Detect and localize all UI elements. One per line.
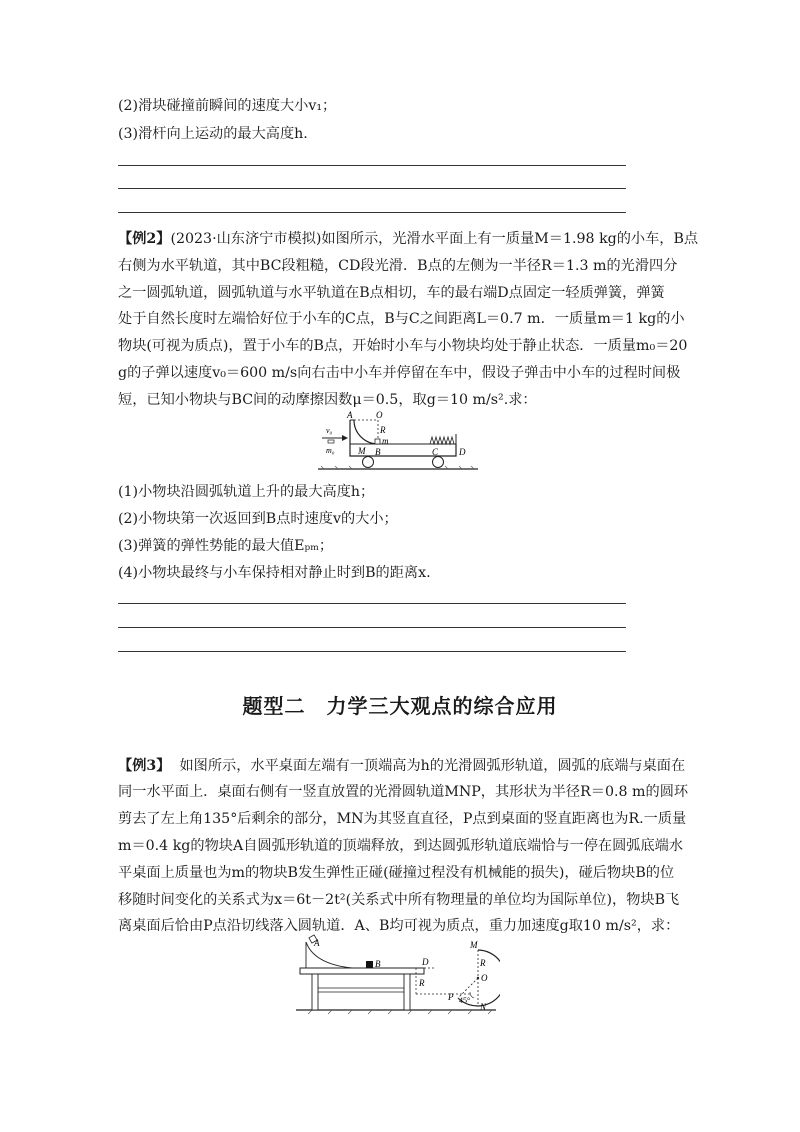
- example-3-line: 同一水平面上．桌面右侧有一竖直放置的光滑圆轨道MNP，其形状为半径R＝0.8 m的圆环: [118, 784, 689, 800]
- answer-line: [118, 651, 626, 652]
- section-title: 题型二 力学三大观点的综合应用: [242, 694, 558, 718]
- label-v0: v₀: [326, 426, 333, 435]
- example-3-line: 移随时间变化的关系式为x＝6t－2t²(关系式中所有物理量的单位均为国际单位)，物块B飞: [118, 892, 680, 908]
- label-A: A: [347, 410, 353, 420]
- example-3-line: 如图所示，水平桌面左端有一顶端高为h的光滑圆弧形轨道，圆弧的底端与桌面在: [179, 758, 686, 774]
- example-2-question: (2)小物块第一次返回到B点时速度v的大小；: [118, 511, 398, 527]
- example-2-question: (3)弹簧的弹性势能的最大值Eₚₘ；: [118, 538, 334, 554]
- label-O: O: [481, 973, 488, 983]
- label-B: B: [375, 447, 381, 457]
- example-2-line: 短，已知小物块与BC间的动摩擦因数μ＝0.5，取g＝10 m/s².求：: [118, 392, 537, 408]
- answer-line: [118, 188, 626, 189]
- label-R-left: R: [419, 978, 425, 988]
- label-A: A: [314, 938, 320, 948]
- table-track-figure: [292, 934, 500, 1018]
- intro-question-2: (2)滑块碰撞前瞬间的速度大小v₁；: [118, 98, 337, 114]
- answer-line: [118, 212, 626, 213]
- answer-line: [118, 165, 626, 166]
- label-M: M: [470, 940, 478, 950]
- example-2-line: 处于自然长度时左端恰好位于小车的C点，B与C之间距离L＝0.7 m．一质量m＝1 kg的小: [118, 311, 685, 327]
- example-2-tag: 【例2】: [118, 231, 171, 247]
- intro-question-3: (3)滑杆向上运动的最大高度h.: [118, 126, 308, 142]
- label-N: N: [480, 1002, 487, 1012]
- label-m: m: [382, 436, 389, 446]
- answer-line: [118, 627, 626, 628]
- label-D: D: [422, 957, 429, 967]
- example-3-line: 平桌面上质量也为m的物块B发生弹性正碰(碰撞过程没有机械能的损失)，碰后物块B的位: [118, 865, 675, 881]
- example-3-line: 剪去了左上角135°后剩余的部分，MN为其竖直直径，P点到桌面的竖直距离也为R.一质量: [118, 811, 687, 827]
- example-2-line: g的子弹以速度v₀＝600 m/s向右击中小车并停留在车中，假设子弹击中小车的过程时间极: [118, 365, 681, 381]
- answer-line: [118, 603, 626, 604]
- label-B: B: [375, 959, 381, 969]
- label-C: C: [432, 447, 439, 457]
- example-2-line: 右侧为水平轨道，其中BC段粗糙，CD段光滑．B点的左侧为一半径R＝1.3 m的光滑四分: [118, 258, 678, 274]
- label-P: P: [448, 992, 454, 1002]
- cart-figure: [318, 410, 478, 470]
- example-3-tag: 【例3】: [118, 758, 171, 774]
- label-m0: m₀: [326, 446, 335, 455]
- example-2-question: (1)小物块沿圆弧轨道上升的最大高度h；: [118, 484, 375, 500]
- example-2-question: (4)小物块最终与小车保持相对静止时到B的距离x.: [118, 565, 431, 581]
- label-angle: 45°: [459, 996, 471, 1005]
- example-3-line: 离桌面后恰由P点沿切线落入圆轨道．A、B均可视为质点，重力加速度g取10 m/s²，求：: [118, 918, 680, 934]
- label-O: O: [376, 410, 383, 420]
- label-R: R: [380, 425, 386, 435]
- label-R-right: R: [480, 958, 486, 968]
- example-2-line: (2023·山东济宁市模拟)如图所示，光滑水平面上有一质量M＝1.98 kg的小车，B点: [170, 231, 699, 247]
- example-2-line: 物块(可视为质点)，置于小车的B点，开始时小车与小物块均处于静止状态．一质量m₀＝20: [118, 338, 688, 354]
- example-2-line: 之一圆弧轨道，圆弧轨道与水平轨道在B点相切，车的最右端D点固定一轻质弹簧，弹簧: [118, 285, 665, 301]
- label-M: M: [358, 446, 366, 456]
- example-3-line: m＝0.4 kg的物块A自圆弧形轨道的顶端释放，到达圆弧形轨道底端恰与一停在圆弧底端水: [118, 838, 684, 854]
- label-D: D: [459, 447, 466, 457]
